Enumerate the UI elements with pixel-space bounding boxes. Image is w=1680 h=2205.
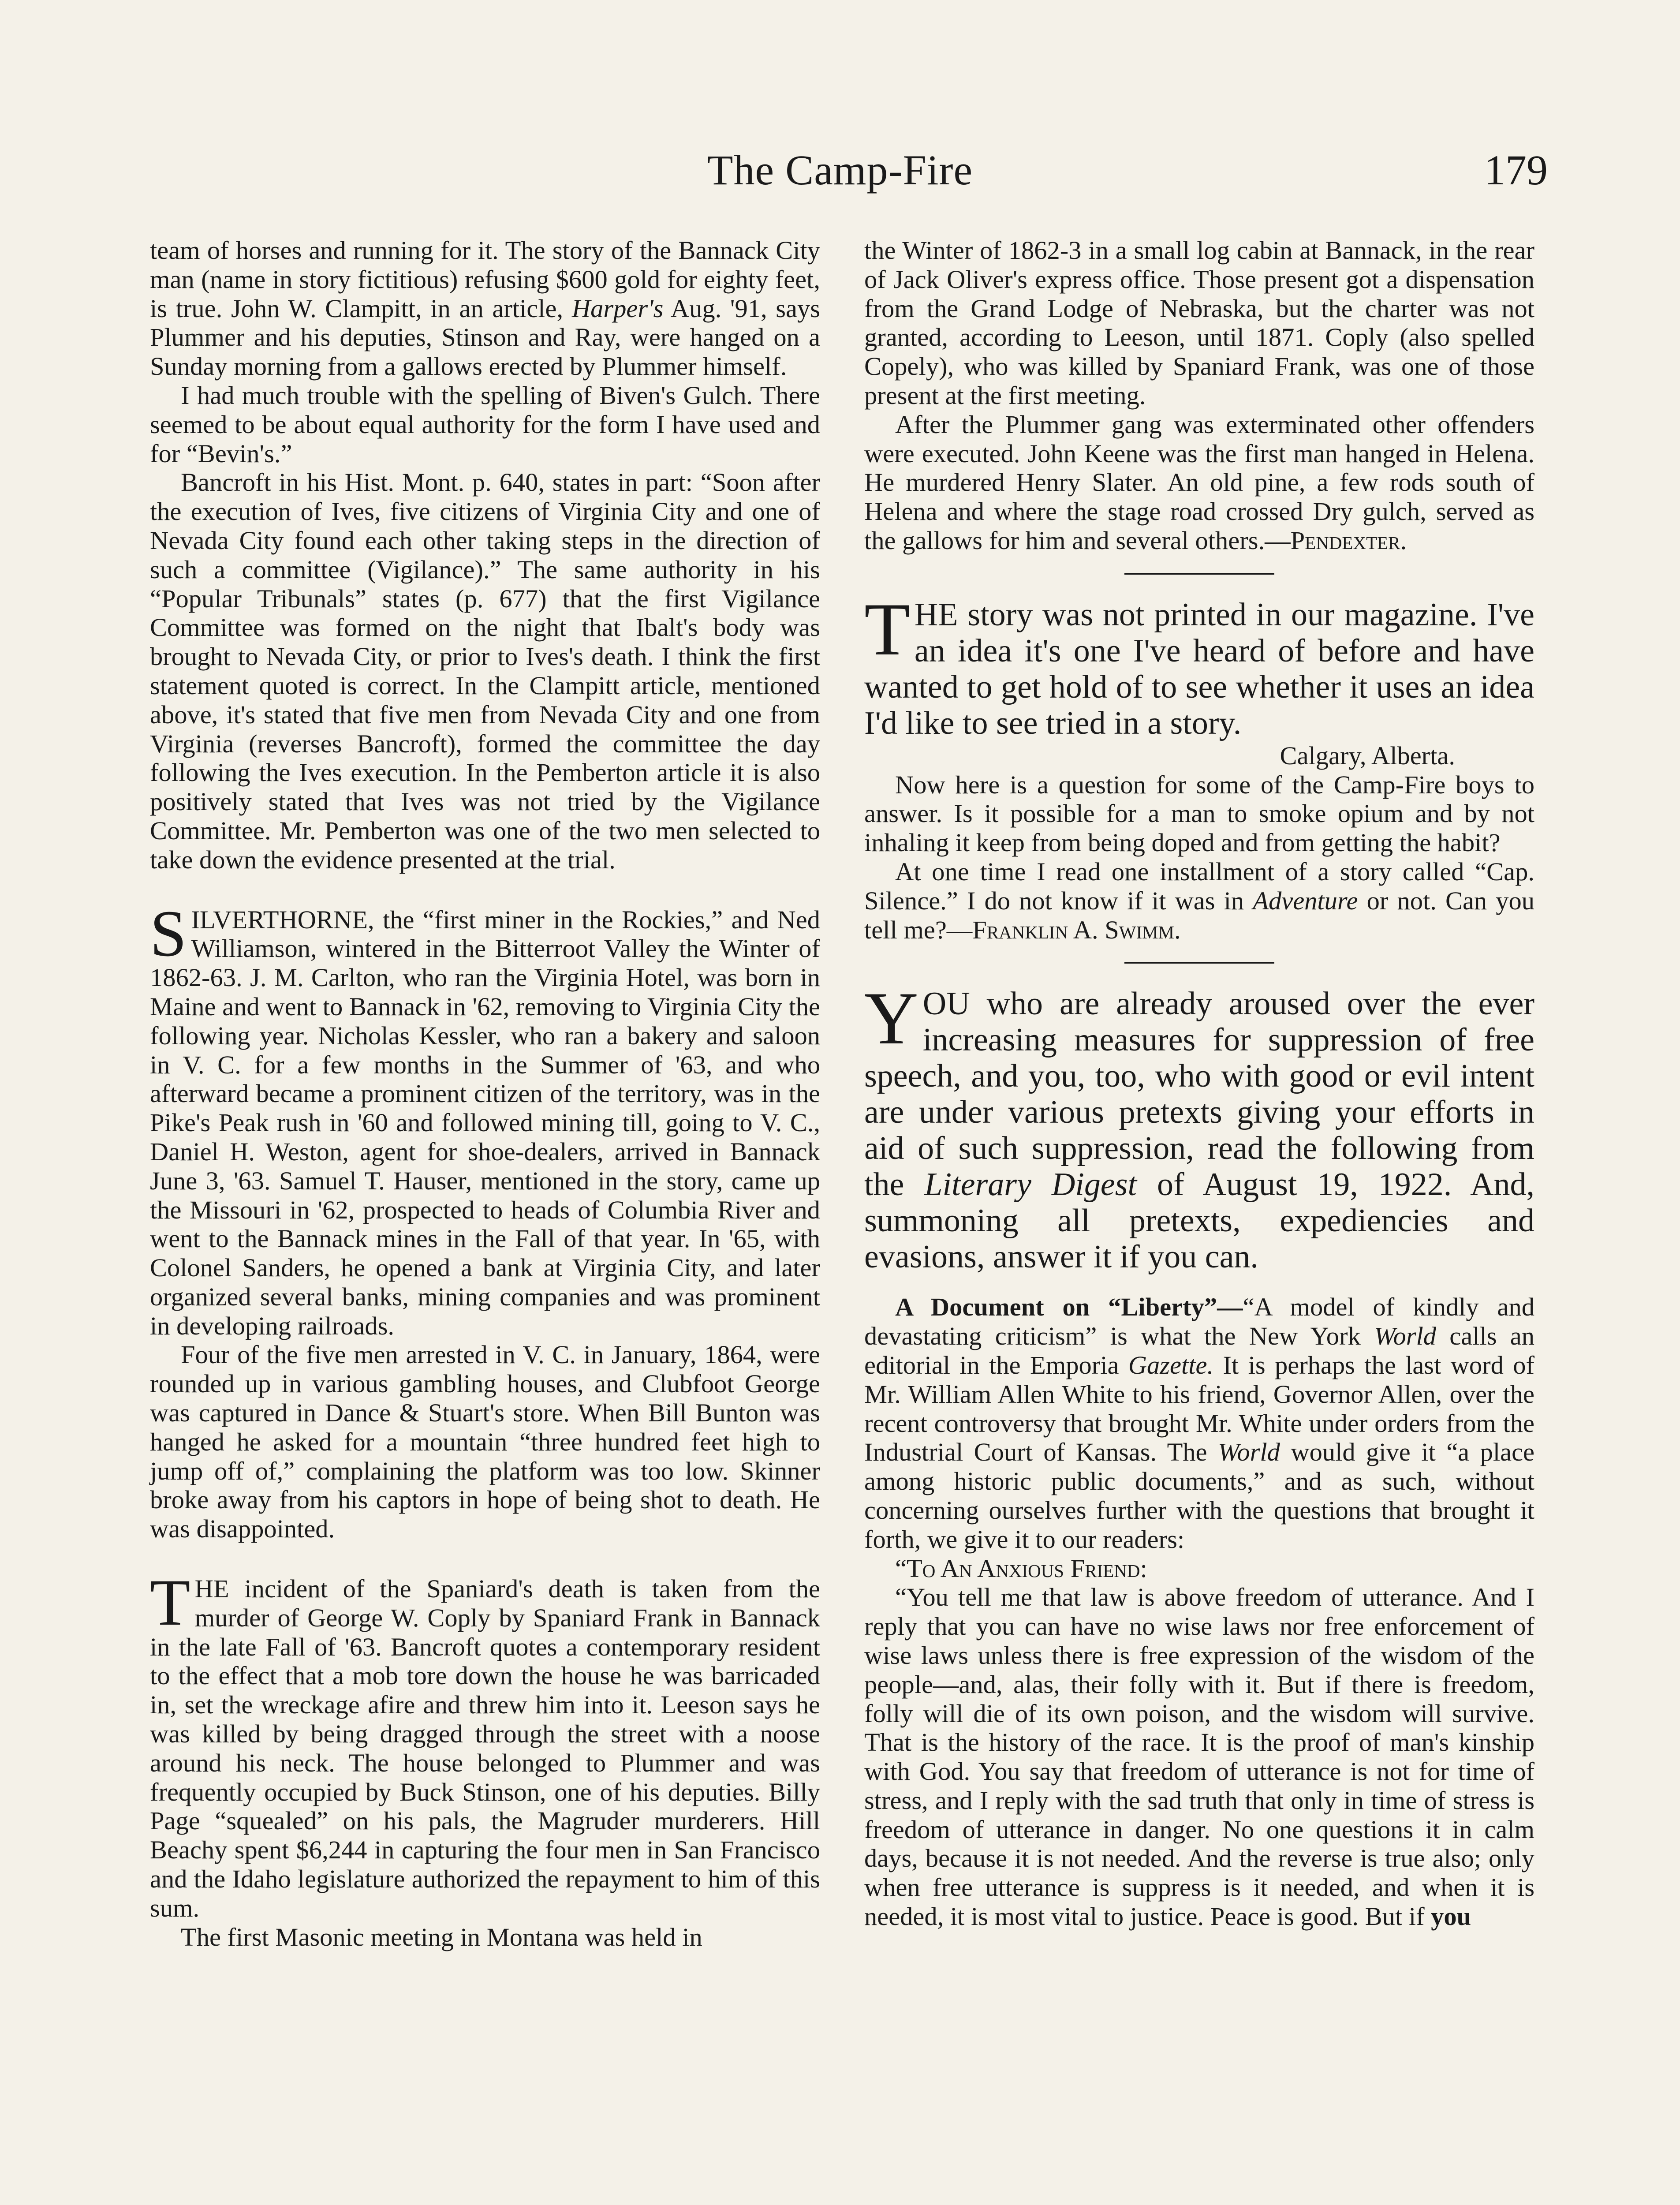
signature: Franklin A. Swimm. <box>972 915 1181 944</box>
paragraph: THE story was not printed in our magazine. I've an idea it's one I've heard of before and have wanted to get hold of to see whether it uses an idea I'd like to see tried in a story. <box>864 587 1534 741</box>
paragraph: SILVERTHORNE, the “first miner in the Rockies,” and Ned Williamson, wintered in the Bitterroot Valley the Winter of 1862-63. J. M. Carlton, who ran the Virginia Hotel, was born in Maine and went to Bannack in '62, removing to Virginia City the following year. Nicholas Kessler, who ran a bakery and saloon in V. C. for a few months in the Summer of '63, and who afterward became a prominent citizen of the territory, was in the Pike's Peak rush in '60 and followed mining till, going to V. C., Daniel H. Weston, agent for shoe-dealers, arrived in Bannack June 3, '63. Samuel T. Hauser, mentioned in the story, came up the Missouri in '62, prospected to heads of Columbia River and went to the Bannack mines in the Fall of that year. In '65, with Colonel Sanders, he opened a bank at Virginia City, and later organized several banks, mining companies and was prominent in developing railroads. <box>150 897 820 1340</box>
place-line: Calgary, Alberta. <box>1280 741 1455 770</box>
section-heading: A Document on “Liberty”— <box>895 1293 1243 1322</box>
paragraph: I had much trouble with the spelling of Biven's Gulch. There seemed to be about equal authority for the form I have used and for “Bevin's.” <box>150 381 820 468</box>
section-divider <box>1124 573 1274 575</box>
drop-cap: T <box>864 587 910 671</box>
paragraph: Bancroft in his Hist. Mont. p. 640, states in part: “Soon after the execution of Ives, five citizens of Virginia City and one of Nevada City found each other taking steps in the direction of such a committee (Vigilance).” The same authority in his “Popular Tribunals” states (p. 677) that the first Vigilance Committee was formed on the night that Ibalt's body was brought to Nevada City, or prior to Ives's death. I think the first statement quoted is correct. In the Clampitt article, mentioned above, it's stated that five men from Nevada City and one from Virginia (reverses Bancroft), formed the committee the day following the Ives execution. In the Pemberton article it is also positively stated that Ives was not tried by the Vigilance Committee. Mr. Pemberton was one of the two men selected to take down the evidence presented at the trial. <box>150 468 820 874</box>
paragraph: Four of the five men arrested in V. C. in January, 1864, were rounded up in various gambling houses, and Clubfoot George was captured in Dance & Stuart's store. When Bill Bunton was hanged he asked for a mountain “three hundred feet high to jump off of,” complaining the platform was too low. Skinner broke away from his captors in hope of being shot to death. He was disappointed. <box>150 1340 820 1544</box>
paragraph: Now here is a question for some of the Camp-Fire boys to answer. Is it possible for a man to smoke opium and by not inhaling it keep from being doped and from getting the habit? <box>864 770 1534 857</box>
paragraph: A Document on “Liberty”—“A model of kindly and devastating criticism” is what the New York World calls an editorial in the Emporia Gazette. It is perhaps the last word of Mr. William Allen White to his friend, Governor Allen, over the recent controversy that brought Mr. White under orders from the Industrial Court of Kansas. The World would give it “a place among historic public documents,” and as such, without concerning ourselves further with the questions that brought it forth, we give it to our readers: <box>864 1293 1535 1554</box>
page-title: The Camp-Fire <box>707 146 973 194</box>
left-column <box>150 236 820 1951</box>
paragraph: The first Masonic meeting in Montana was held in <box>181 1922 702 1951</box>
drop-cap: T <box>150 1566 190 1640</box>
drop-cap: S <box>150 897 187 970</box>
paragraph: team of horses and running for it. The story of the Bannack City man (name in story fictitious) refusing $600 gold for eighty feet, is true. John W. Clampitt, in an article, Harper's Aug. '91, says Plummer and his deputies, Stinson and Ray, were hanged on a Sunday morning from a gallows erected by Plummer himself. <box>150 236 820 381</box>
paragraph: After the Plummer gang was exterminated other offenders were executed. John Keene was the first man hanged in Helena. He murdered Henry Slater. An old pine, a few rods south of Helena and where the stage road crossed Dry gulch, served as the gallows for him and several others.—Pendexter. <box>864 410 1534 555</box>
paragraph: “You tell me that law is above freedom of utterance. And I reply that you can have no wise laws nor free enforcement of wise laws unless there is free expression of the wisdom of the people—and, alas, their folly with it. But if there is freedom, folly will die of its own poison, and the wisdom will survive. That is the history of the race. It is the proof of man's kinship with God. You say that freedom of utterance is not for time of stress, and I reply with the sad truth that only in time of stress is freedom of utterance in danger. No one questions it in calm days, because it is not needed. And the reverse is true also; only when free utterance is suppress is it needed, and when it is needed, it is most vital to justice. Peace is good. But if you <box>864 1583 1534 1931</box>
page-number: 179 <box>1484 146 1548 194</box>
salutation: “To An Anxious Friend: <box>895 1554 1147 1583</box>
signature: Pendexter. <box>1290 526 1407 555</box>
drop-cap: Y <box>864 977 918 1060</box>
paragraph: At one time I read one installment of a story called “Cap. Silence.” I do not know if it was in Adventure or not. Can you tell me?—Franklin A. Swimm. <box>864 857 1535 944</box>
paragraph: the Winter of 1862-3 in a small log cabin at Bannack, in the rear of Jack Oliver's express office. Those present got a dispensation from the Grand Lodge of Nebraska, but the charter was not granted, according to Leeson, until 1871. Coply (also spelled Copely), who was killed by Spaniard Frank, was one of those present at the first meeting. <box>864 236 1534 410</box>
paragraph: YOU who are already aroused over the ever increasing measures for suppression of free speech, and you, too, who with good or evil intent are under various pretexts giving your efforts in aid of such suppression, read the following from the Literary Digest of August 19, 1922. And, summoning all pretexts, expediencies and evasions, answer it if you can. <box>864 977 1535 1275</box>
paragraph: THE incident of the Spaniard's death is taken from the murder of George W. Coply by Spaniard Frank in Bannack in the late Fall of '63. Bancroft quotes a contemporary resident to the effect that a mob tore down the house he was barricaded in, set the wreckage afire and threw him into it. Leeson says he was killed by being dragged through the street with a noose around his neck. The house belonged to Plummer and was frequently occupied by Buck Stinson, one of his deputies. Billy Page “squealed” on his pals, the Magruder murderers. Hill Beachy spent $6,244 in capturing the four men in San Francisco and the Idaho legislature authorized the repayment to him of this sum. <box>150 1566 820 1922</box>
right-column <box>864 236 1534 1931</box>
section-divider <box>1124 962 1274 964</box>
